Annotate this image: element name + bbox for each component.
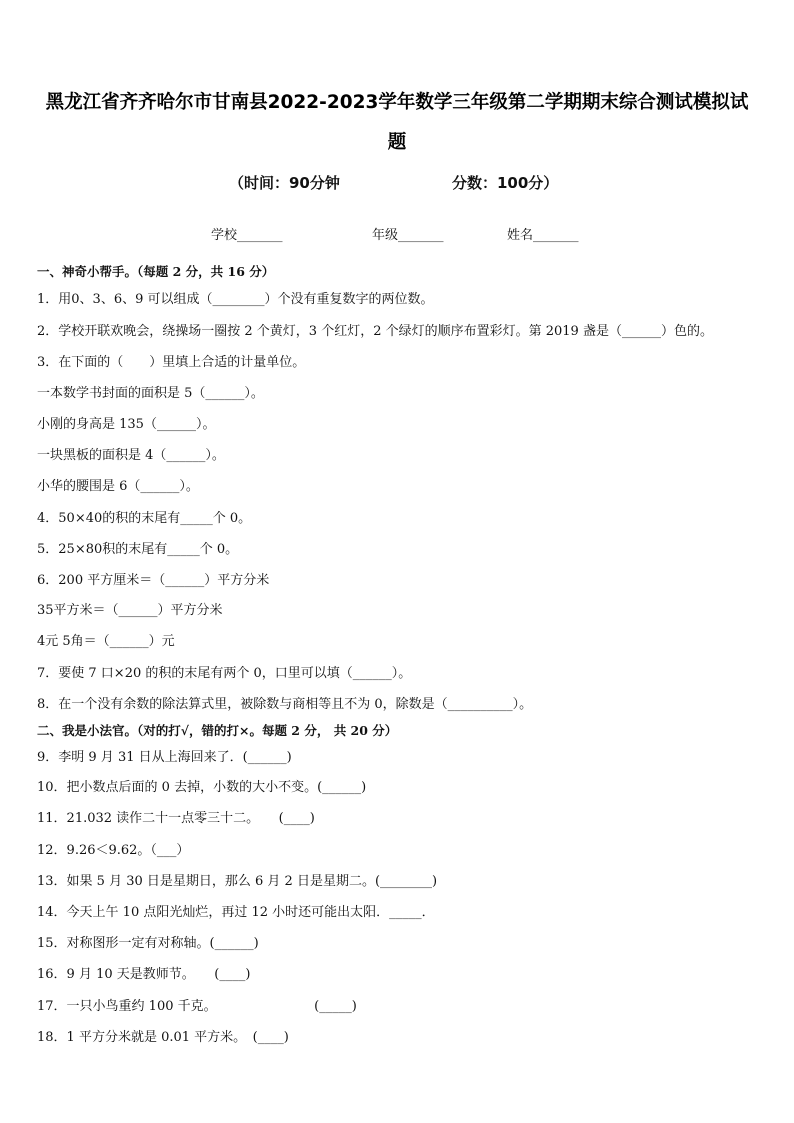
question-line: 4元 5角＝（______）元 xyxy=(37,634,175,649)
question-line: 5．25×80积的末尾有_____个 0。 xyxy=(37,542,239,557)
school-field: 学校_______ xyxy=(211,228,283,243)
question-line: 6．200 平方厘米＝（______）平方分米 xyxy=(37,573,270,588)
question-line: 7．要使 7 口×20 的积的末尾有两个 0，口里可以填（______）。 xyxy=(37,666,412,681)
question-line: 小华的腰围是 6（______）。 xyxy=(37,479,199,494)
question-line: 小刚的身高是 135（______）。 xyxy=(37,417,216,432)
question-line: 12．9.26＜9.62。（___） xyxy=(37,843,190,858)
document-title-line1: 黑龙江省齐齐哈尔市甘南县2022-2023学年数学三年级第二学期期末综合测试模拟试 xyxy=(45,92,749,113)
question-line: 8．在一个没有余数的除法算式里，被除数与商相等且不为 0，除数是（__________）。 xyxy=(37,697,533,712)
question-line: 18．1 平方分米就是 0.01 平方米。 (____) xyxy=(37,1030,289,1045)
question-line: 15．对称图形一定有对称轴。(______) xyxy=(37,936,259,951)
document-title-line2: 题 xyxy=(387,132,407,153)
question-line: 2．学校开联欢晚会，绕操场一圈按 2 个黄灯，3 个红灯，2 个绿灯的顺序布置彩灯。第 2019 盏是（______）色的。 xyxy=(37,324,713,339)
question-line: 13．如果 5 月 30 日是星期日，那么 6 月 2 日是星期二。(________) xyxy=(37,874,438,889)
question-line: 9．李明 9 月 31 日从上海回来了．(______) xyxy=(37,750,292,765)
question-line: 一本数学书封面的面积是 5（______）。 xyxy=(37,386,264,401)
question-line: 4．50×40的积的末尾有_____个 0。 xyxy=(37,511,252,526)
grade-field: 年级_______ xyxy=(372,228,444,243)
question-line: 11．21.032 读作二十一点零三十二。 (____) xyxy=(37,811,315,826)
question-line: 1．用0、3、6、9 可以组成（________）个没有重复数字的两位数。 xyxy=(37,292,434,307)
question-line: 14．今天上午 10 点阳光灿烂，再过 12 小时还可能出太阳．_____． xyxy=(37,905,435,920)
question-line: 17．一只小鸟重约 100 千克。 (_____) xyxy=(37,999,357,1014)
section-heading: 二、我是小法官。（对的打√，错的打×。每题 2 分， 共 20 分） xyxy=(37,723,398,738)
question-line: 16．9 月 10 天是教师节。 (____) xyxy=(37,967,251,982)
question-line: 3．在下面的（ ）里填上合适的计量单位。 xyxy=(37,355,306,370)
question-line: 10．把小数点后面的 0 去掉，小数的大小不变。(______) xyxy=(37,780,367,795)
question-line: 35平方米＝（______）平方分米 xyxy=(37,603,223,618)
section-heading: 一、神奇小帮手。（每题 2 分，共 16 分） xyxy=(37,264,275,279)
question-line: 一块黑板的面积是 4（______）。 xyxy=(37,448,225,463)
score-info: 分数：100分） xyxy=(452,174,559,192)
name-field: 姓名_______ xyxy=(507,228,579,243)
time-info: （时间：90分钟 xyxy=(229,174,340,192)
